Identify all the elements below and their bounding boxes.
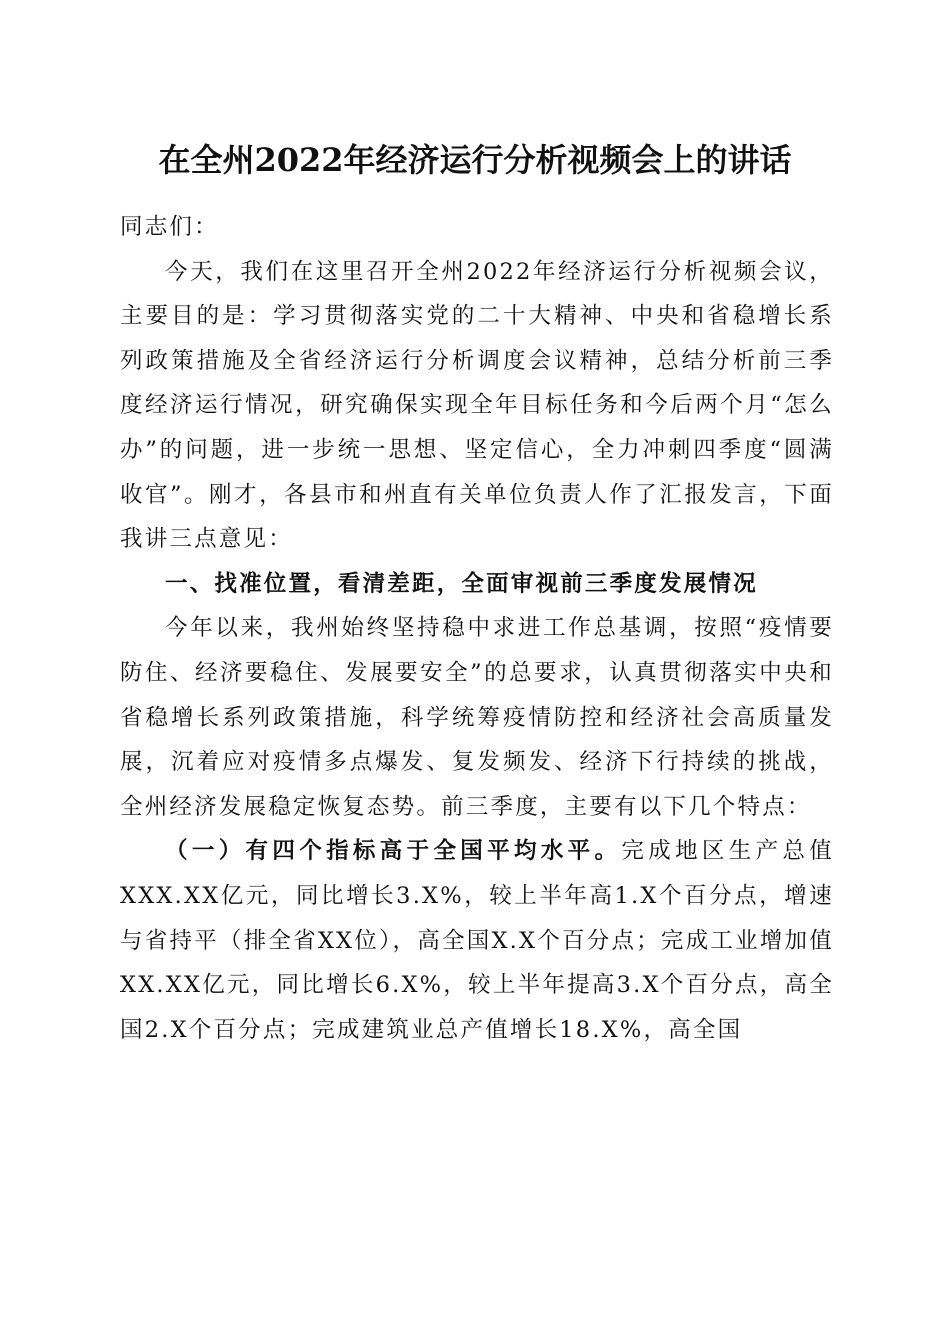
document-body: [120, 205, 834, 1052]
salutation: 同志们：: [120, 214, 219, 240]
document-title: 在全州2022年经济运行分析视频会上的讲话: [158, 141, 792, 179]
opening-paragraph: 今天，我们在这里召开全州2022年经济运行分析视频会议，主要目的是：学习贯彻落实党的二十大精神、中央和省稳增长系列政策措施及全省经济运行分析调度会议精神，总结分析前三季度经济运行情况，研究确保实现全年目标任务和今后两个月“怎么办”的问题，进一步统一思想、坚定信心，全力冲刺四季度“圆满收官”。刚才，各县市和州直有关单位负责人作了汇报发言，下面我讲三点意见：: [120, 258, 834, 553]
subsection-paragraph: [120, 829, 834, 1052]
subsection-lead: （一）有四个指标高于全国平均水平。: [165, 838, 622, 865]
section-heading: 一、找准位置，看清差距，全面审视前三季度发展情况: [165, 570, 758, 597]
subsection-text: 完成地区生产总值XXX.XX亿元，同比增长3.X%，较上半年高1.X个百分点，增速与省持平（排全省XX位），高全国X.X个百分点；完成工业增加值XX.XX亿元，同比增长6.X%，较上半年提高3.X个百分点，高全国2.X个百分点；完成建筑业总产值增长18.X%，高全国: [120, 838, 834, 1043]
section-paragraph: 今年以来，我州始终坚持稳中求进工作总基调，按照“疫情要防住、经济要稳住、发展要安全”的总要求，认真贯彻落实中央和省稳增长系列政策措施，科学统筹疫情防控和经济社会高质量发展，沉着应对疫情多点爆发、复发频发、经济下行持续的挑战，全州经济发展稳定恢复态势。前三季度，主要有以下几个特点：: [120, 615, 834, 820]
